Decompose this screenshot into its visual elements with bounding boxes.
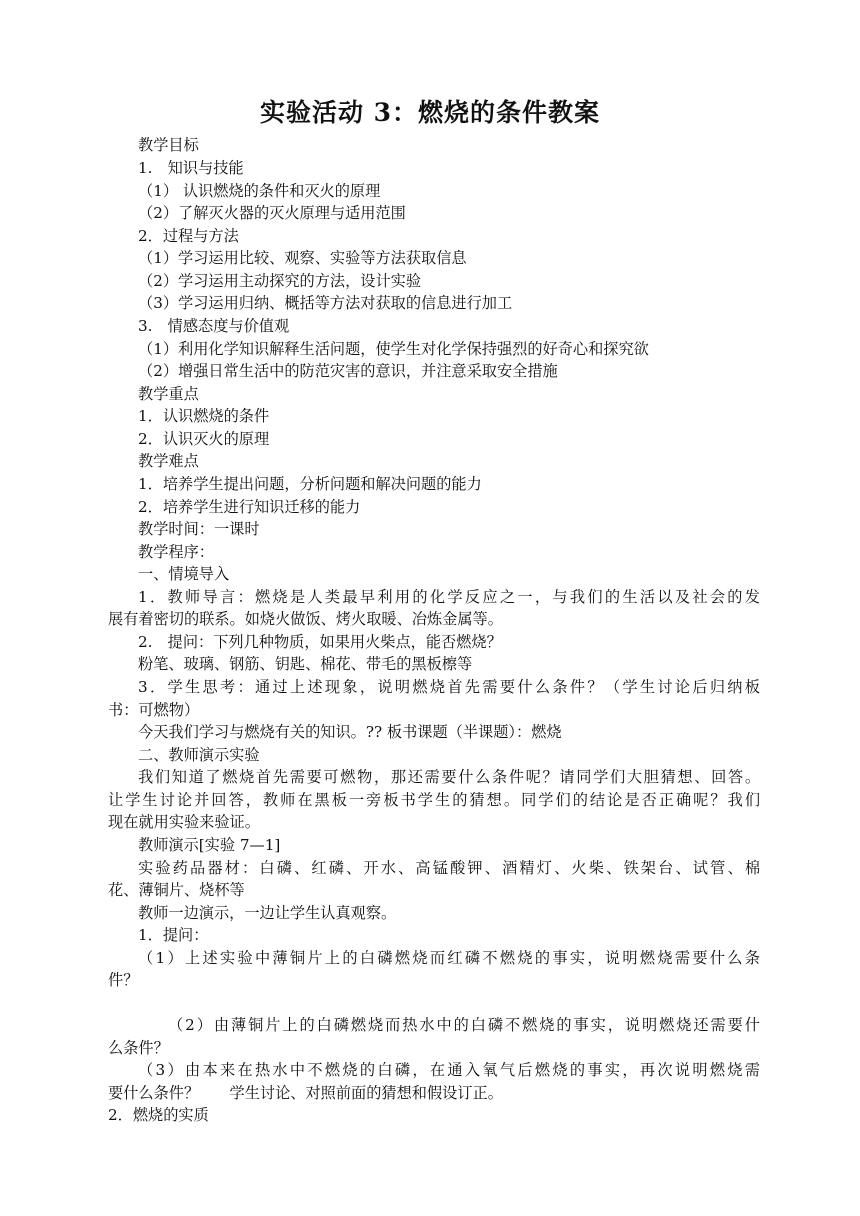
text-line: 3. 情感态度与价值观 — [138, 317, 290, 335]
text-line: （2）由薄铜片上的白磷燃烧而热水中的白磷不燃烧的事实，说明燃烧还需要什 — [168, 1016, 760, 1034]
text-line: 现在就用实验来验证。 — [108, 813, 260, 831]
text-line: 我们知道了燃烧首先需要可燃物，那还需要什么条件呢？请同学们大胆猜想、回答。 — [138, 768, 760, 786]
text-line: （3）由本来在热水中不燃烧的白磷，在通入氧气后燃烧的事实，再次说明燃烧需 — [138, 1061, 760, 1079]
text-line: 么条件？ — [108, 1039, 169, 1057]
document-title: 实验活动 3：燃烧的条件教案 — [259, 98, 601, 127]
heading-difficulties: 教学难点 — [138, 452, 199, 470]
section-heading: 二、教师演示实验 — [138, 746, 260, 764]
text-line: 件？ — [108, 971, 139, 989]
text-line: 3．学生思考：通过上述现象，说明燃烧首先需要什么条件？（学生讨论后归纳板 — [138, 678, 760, 696]
text-line: 1．认识燃烧的条件 — [138, 407, 270, 425]
text-line: （1）利用化学知识解释生活问题，使学生对化学保持强烈的好奇心和探究欲 — [138, 340, 649, 358]
text-line: 粉笔、玻璃、钢筋、钥匙、棉花、带毛的黑板檫等 — [138, 655, 473, 673]
text-line: 2. 提问：下列几种物质，如果用火柴点，能否燃烧？ — [138, 633, 502, 651]
section-heading: 一、情境导入 — [138, 565, 230, 583]
text-line: 1．教师导言：燃烧是人类最早利用的化学反应之一，与我们的生活以及社会的发 — [138, 588, 760, 606]
text-line: 花、薄铜片、烧杯等 — [108, 881, 245, 899]
text-line: （2）了解灭火器的灭火原理与适用范围 — [138, 204, 406, 222]
heading-objectives: 教学目标 — [138, 136, 199, 154]
text-line: 教师一边演示，一边让学生认真观察。 — [138, 904, 397, 922]
text-line: 书：可燃物） — [108, 701, 200, 719]
text-line: （1）学习运用比较、观察、实验等方法获取信息 — [138, 249, 467, 267]
text-line: （3）学习运用归纳、概括等方法对获取的信息进行加工 — [138, 294, 513, 312]
text-line: （1）上述实验中薄铜片上的白磷燃烧而红磷不燃烧的事实，说明燃烧需要什么条 — [138, 949, 760, 967]
text-line: 2．认识灭火的原理 — [138, 430, 270, 448]
text-line: 实验药品器材：白磷、红磷、开水、高锰酸钾、酒精灯、火柴、铁架台、试管、棉 — [138, 859, 760, 877]
text-line: 2．培养学生进行知识迁移的能力 — [138, 498, 361, 516]
text-line: 让学生讨论并回答，教师在黑板一旁板书学生的猜想。同学们的结论是否正确呢？我们 — [108, 791, 760, 809]
text-line: 展有着密切的联系。如烧火做饭、烤火取暖、冶炼金属等。 — [108, 610, 503, 628]
text-line: 教学时间：一课时 — [138, 520, 260, 538]
text-line: 1．提问： — [138, 926, 209, 944]
text-line: （2）增强日常生活中的防范灾害的意识，并注意采取安全措施 — [138, 362, 558, 380]
heading-key-points: 教学重点 — [138, 385, 199, 403]
text-line: 要什么条件？ 学生讨论、对照前面的猜想和假设订正。 — [108, 1084, 503, 1102]
text-line: （2）学习运用主动探究的方法，设计实验 — [138, 272, 422, 290]
text-line: 教学程序： — [138, 543, 214, 561]
text-line: 2．过程与方法 — [138, 227, 239, 245]
text-line: 今天我们学习与燃烧有关的知识。?? 板书课题（半课题）：燃烧 — [138, 723, 562, 741]
text-line: 2．燃烧的实质 — [108, 1106, 209, 1124]
text-line: 1．培养学生提出问题，分析问题和解决问题的能力 — [138, 475, 482, 493]
text-line: （1） 认识燃烧的条件和灭火的原理 — [138, 182, 381, 200]
text-line: 教师演示[实验 7—1] — [138, 836, 281, 854]
text-line: 1. 知识与技能 — [138, 159, 244, 177]
